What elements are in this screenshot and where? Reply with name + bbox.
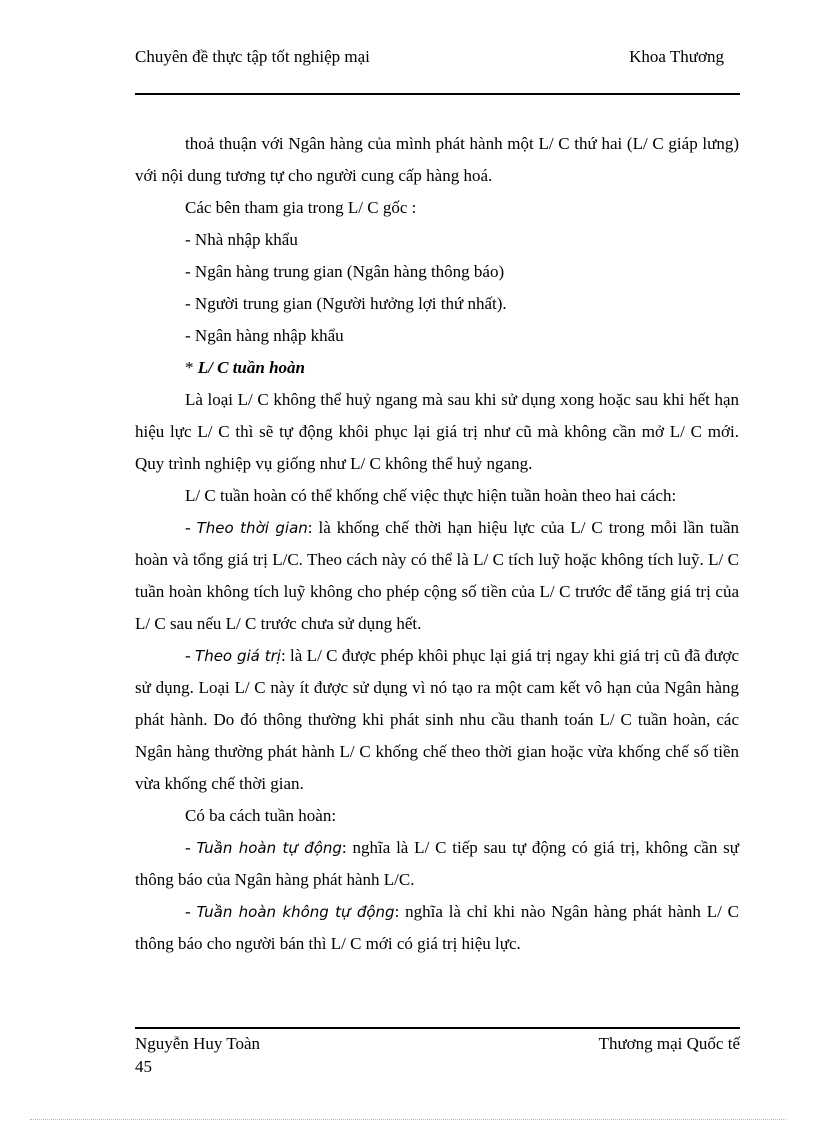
header-left-text: Chuyên đề thực tập tốt nghiệp mại	[135, 47, 370, 66]
paragraph	[135, 896, 739, 960]
section-heading	[135, 352, 739, 384]
dash: -	[185, 838, 197, 857]
paragraph	[135, 512, 739, 640]
paragraph: Là loại L/ C không thể huỷ ngang mà sau khi sử dụng xong hoặc sau khi hết hạn hiệu lực L/ C thì sẽ tự động khôi phục lại giá trị như cũ mà không cần mở L/ C mới. Quy trình nghiệp vụ giống như L/ C không thể huỷ ngang.	[135, 390, 739, 473]
list-item: - Ngân hàng trung gian (Ngân hàng thông báo)	[185, 262, 505, 281]
header-rule	[135, 93, 740, 95]
page-body	[135, 128, 739, 960]
paragraph: L/ C tuần hoàn có thể khống chế việc thực hiện tuần hoàn theo hai cách:	[185, 486, 677, 505]
list-item: - Nhà nhập khẩu	[185, 230, 298, 249]
term: Theo thời gian	[196, 519, 308, 537]
term: Tuần hoàn tự động	[196, 839, 342, 857]
definition: : nghĩa là chỉ khi nào Ngân hàng phát hành L/ C thông báo cho người bán thì L/ C mới có giá trị hiệu lực.	[135, 902, 739, 953]
footer-rule	[135, 1027, 740, 1029]
header-right-text: Khoa Thương	[629, 47, 724, 66]
term: Tuần hoàn không tự động	[196, 903, 395, 921]
definition: : là khống chế thời hạn hiệu lực của L/ C trong mỗi lần tuần hoàn và tổng giá trị L/C. Theo cách này có thể là L/ C tích luỹ hoặc không tích luỹ. L/ C tuần hoàn không tích luỹ không cho phép cộng số tiền của L/ C trước để tăng giá trị của L/ C sau nếu L/ C trước chưa sử dụng hết.	[135, 518, 739, 633]
paragraph: Các bên tham gia trong L/ C gốc :	[185, 198, 417, 217]
paragraph	[135, 832, 739, 896]
paragraph: Có ba cách tuần hoàn:	[185, 806, 337, 825]
page-edge-dotted-line	[30, 1119, 786, 1120]
page-header	[135, 46, 740, 96]
footer-author: Nguyễn Huy Toàn	[135, 1034, 261, 1053]
dash: -	[185, 646, 196, 665]
paragraph	[135, 640, 739, 800]
heading-bullet: *	[185, 358, 198, 377]
definition: : nghĩa là L/ C tiếp sau tự động có giá trị, không cần sự thông báo của Ngân hàng phát hành L/C.	[135, 838, 739, 889]
list-item: - Ngân hàng nhập khẩu	[185, 326, 344, 345]
page-number: 45	[135, 1057, 152, 1076]
dash: -	[185, 902, 197, 921]
dash: -	[185, 518, 197, 537]
heading-text: L/ C tuần hoàn	[197, 358, 305, 377]
term: Theo giá trị	[195, 647, 281, 665]
paragraph: thoả thuận với Ngân hàng của mình phát hành một L/ C thứ hai (L/ C giáp lưng) với nội dung tương tự cho người cung cấp hàng hoá.	[135, 134, 739, 185]
definition: : là L/ C được phép khôi phục lại giá trị ngay khi giá trị cũ đã được sử dụng. Loại L/ C này ít được sử dụng vì nó tạo ra một cam kết vô hạn của Ngân hàng phát hành. Do đó thông thường khi phát sinh nhu cầu thanh toán L/ C tuần hoàn, các Ngân hàng thường phát hành L/ C khống chế theo thời gian hoặc vừa khống chế số tiền vừa khống chế thời gian.	[135, 646, 739, 793]
page-footer	[135, 1027, 740, 1087]
footer-right-text: Thương mại Quốc tế	[598, 1034, 740, 1053]
list-item: - Người trung gian (Người hưởng lợi thứ nhất).	[185, 294, 507, 313]
